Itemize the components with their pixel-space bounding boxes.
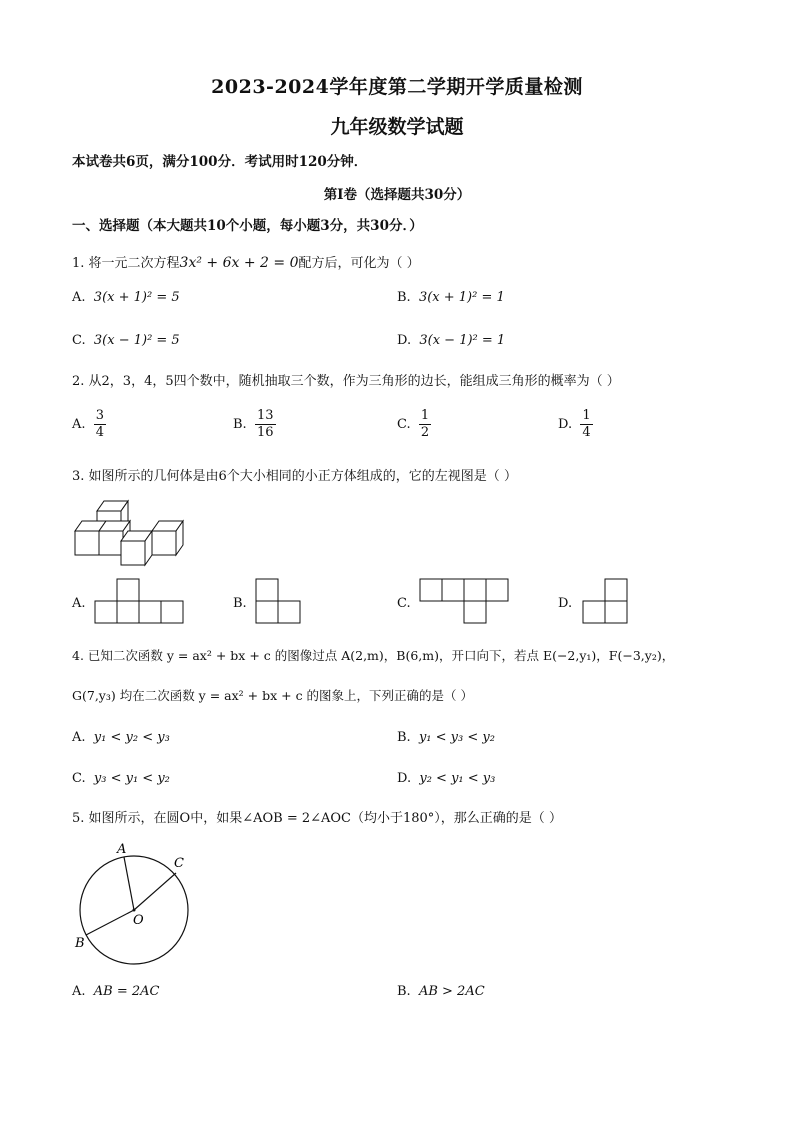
q5-option-a: A. AB = 2AC bbox=[72, 984, 160, 999]
q4-stem-line1: 4. 已知二次函数 y = ax² + bx + c 的图像过点 A(2,m)，B(6,m)，开口向下，若点 E(−2,y₁)，F(−3,y₂)， bbox=[72, 648, 675, 663]
center-point bbox=[133, 909, 136, 912]
q3-option-b-figure bbox=[256, 578, 302, 624]
fraction: $\frac{3}{4}$ bbox=[95, 408, 105, 440]
section-heading: 一、选择题（本大题共10个小题，每小题3分，共30分．） bbox=[72, 218, 423, 234]
exam-intro: 本试卷共6页，满分100分．考试用时120分钟． bbox=[72, 154, 368, 170]
q2-option-c: C. $\frac{1}{2}$ bbox=[397, 408, 430, 440]
part-heading: 第Ⅰ卷（选择题共30分） bbox=[323, 187, 471, 203]
radius-ob bbox=[86, 910, 134, 935]
q2-stem: 2. 从2，3，4，5四个数中，随机抽取三个数，作为三角形的边长，能组成三角形的概率为（ ） bbox=[72, 374, 620, 389]
q4-option-a: A. y₁ < y₂ < y₃ bbox=[72, 730, 170, 745]
q3-option-d-label: D. bbox=[558, 596, 573, 611]
q1-option-c: C. 3(x − 1)² = 5 bbox=[72, 333, 180, 348]
radius-oc bbox=[134, 873, 176, 910]
q1-option-b: B. 3(x + 1)² = 1 bbox=[397, 290, 505, 305]
q3-option-c-label: C. bbox=[397, 596, 411, 611]
q3-option-b-label: B. bbox=[233, 596, 247, 611]
radius-oa bbox=[124, 857, 134, 910]
q1-stem-after: 配方后，可化为（ ） bbox=[298, 256, 420, 271]
label-c: C bbox=[174, 856, 184, 871]
exam-subtitle: 九年级数学试题 bbox=[330, 116, 464, 138]
exam-title: 2023-2024学年度第二学期开学质量检测 bbox=[211, 76, 583, 98]
q3-option-c-figure bbox=[420, 578, 512, 624]
q5-circle-figure bbox=[70, 836, 200, 956]
q1-option-d: D. 3(x − 1)² = 1 bbox=[397, 333, 506, 348]
q3-stem: 3. 如图所示的几何体是由6个大小相同的小正方体组成的，它的左视图是（ ） bbox=[72, 469, 517, 484]
q1-option-a: A. 3(x + 1)² = 5 bbox=[72, 290, 180, 305]
q3-option-a-figure bbox=[95, 578, 185, 624]
q3-option-d-figure bbox=[583, 578, 631, 624]
q2-option-a: A. $\frac{3}{4}$ bbox=[72, 408, 105, 440]
q3-option-a-label: A. bbox=[72, 596, 86, 611]
q5-stem: 5. 如图所示，在圆O中，如果∠AOB = 2∠AOC（均小于180°），那么正确的是（ ） bbox=[72, 811, 562, 826]
q1-stem bbox=[72, 252, 420, 271]
q5-option-b: B. AB > 2AC bbox=[397, 984, 485, 999]
label-o: O bbox=[133, 913, 144, 928]
fraction: $\frac{13}{16}$ bbox=[256, 408, 274, 440]
q3-cube-solid-figure bbox=[70, 495, 195, 567]
q1-equation: 3x² + 6x + 2 = 0 bbox=[179, 255, 299, 271]
q4-option-d: D. y₂ < y₁ < y₃ bbox=[397, 771, 496, 786]
label-b: B bbox=[75, 936, 85, 951]
label-a: A bbox=[117, 842, 127, 857]
fraction: $\frac{1}{2}$ bbox=[420, 408, 430, 440]
q4-option-c: C. y₃ < y₁ < y₂ bbox=[72, 771, 170, 786]
q4-option-b: B. y₁ < y₃ < y₂ bbox=[397, 730, 495, 745]
q2-option-d: D. $\frac{1}{4}$ bbox=[558, 408, 591, 440]
q2-option-b: B. $\frac{13}{16}$ bbox=[233, 408, 274, 440]
q1-stem-before: 1. 将一元二次方程 bbox=[72, 256, 180, 271]
fraction: $\frac{1}{4}$ bbox=[582, 408, 591, 440]
q4-stem-line2: G(7,y₃) 均在二次函数 y = ax² + bx + c 的图象上，下列正确的是（ ） bbox=[72, 688, 474, 703]
